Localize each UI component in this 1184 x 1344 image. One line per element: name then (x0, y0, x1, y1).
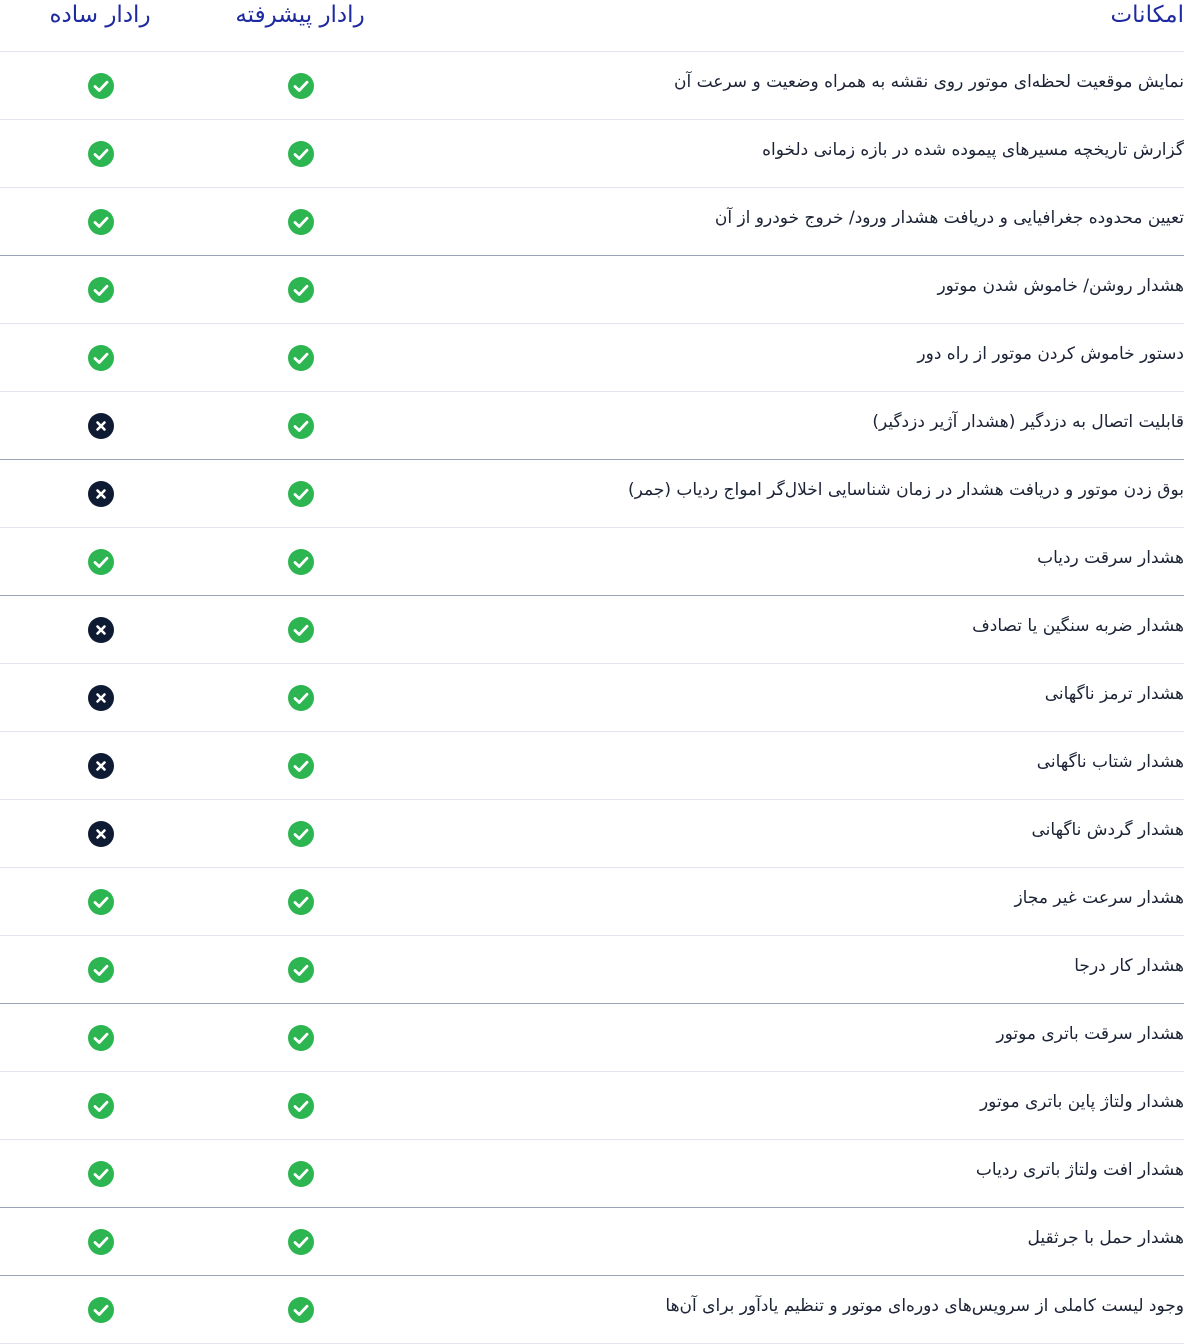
simple-radar-cell (87, 684, 115, 712)
feature-label: هشدار شتاب ناگهانی (1036, 752, 1184, 772)
check-icon (287, 1024, 315, 1052)
feature-label: هشدار حمل با جرثقیل (1027, 1228, 1184, 1248)
feature-label: هشدار سرقت باتری موتور (996, 1024, 1184, 1044)
table-body (0, 52, 1184, 1344)
feature-label: هشدار گردش ناگهانی (1031, 820, 1184, 840)
table-row (0, 324, 1184, 392)
advanced-radar-cell (287, 956, 315, 984)
table-header (0, 0, 1184, 52)
table-row (0, 1004, 1184, 1072)
feature-label: هشدار افت ولتاژ باتری ردیاب (975, 1160, 1184, 1180)
table-row (0, 868, 1184, 936)
simple-radar-cell (87, 208, 115, 236)
table-row (0, 1072, 1184, 1140)
advanced-radar-cell (287, 208, 315, 236)
check-icon (287, 72, 315, 100)
table-row (0, 392, 1184, 460)
table-row (0, 1276, 1184, 1344)
feature-label: بوق زدن موتور و دریافت هشدار در زمان شناسایی اخلال‌گر امواج ردیاب (جمر) (628, 480, 1184, 500)
feature-label: گزارش تاریخچه مسیرهای پیموده شده در بازه زمانی دلخواه (762, 140, 1184, 160)
table-row (0, 188, 1184, 256)
table-row (0, 1208, 1184, 1276)
check-icon (87, 548, 115, 576)
table-row (0, 528, 1184, 596)
simple-radar-cell (87, 888, 115, 916)
advanced-radar-cell (287, 1092, 315, 1120)
cross-icon (87, 616, 115, 644)
simple-radar-cell (87, 276, 115, 304)
advanced-radar-cell (287, 1228, 315, 1256)
check-icon (287, 480, 315, 508)
table-row (0, 664, 1184, 732)
table-row (0, 1140, 1184, 1208)
check-icon (287, 684, 315, 712)
check-icon (287, 1228, 315, 1256)
simple-radar-cell (87, 344, 115, 372)
simple-radar-cell (87, 616, 115, 644)
advanced-radar-cell (287, 276, 315, 304)
table-row (0, 596, 1184, 664)
simple-radar-cell (87, 480, 115, 508)
check-icon (87, 1160, 115, 1188)
advanced-radar-cell (287, 888, 315, 916)
table-row (0, 52, 1184, 120)
simple-radar-cell (87, 752, 115, 780)
feature-label: هشدار ولتاژ پاین باتری موتور (979, 1092, 1184, 1112)
advanced-radar-cell (287, 344, 315, 372)
simple-radar-cell (87, 72, 115, 100)
check-icon (87, 276, 115, 304)
feature-label: وجود لیست کاملی از سرویس‌های دوره‌ای موتور و تنظیم یادآور برای آن‌ها (665, 1296, 1184, 1316)
check-icon (287, 956, 315, 984)
check-icon (87, 1296, 115, 1324)
advanced-radar-cell (287, 1296, 315, 1324)
check-icon (87, 72, 115, 100)
check-icon (87, 1228, 115, 1256)
check-icon (87, 208, 115, 236)
check-icon (287, 344, 315, 372)
simple-radar-cell (87, 1160, 115, 1188)
check-icon (287, 1296, 315, 1324)
check-icon (287, 276, 315, 304)
check-icon (87, 888, 115, 916)
simple-radar-cell (87, 1296, 115, 1324)
cross-icon (87, 412, 115, 440)
check-icon (287, 208, 315, 236)
header-features: امکانات (1110, 2, 1184, 28)
feature-label: نمایش موقعیت لحظه‌ای موتور روی نقشه به همراه وضعیت و سرعت آن (673, 72, 1184, 92)
feature-label: هشدار ضربه سنگین یا تصادف (972, 616, 1184, 636)
header-simple-radar: رادار ساده (49, 2, 151, 28)
table-row (0, 120, 1184, 188)
simple-radar-cell (87, 956, 115, 984)
feature-label: هشدار روشن/ خاموش شدن موتور (937, 276, 1184, 296)
check-icon (287, 548, 315, 576)
feature-label: هشدار کار درجا (1074, 956, 1184, 976)
advanced-radar-cell (287, 412, 315, 440)
table-row (0, 732, 1184, 800)
advanced-radar-cell (287, 1024, 315, 1052)
simple-radar-cell (87, 412, 115, 440)
feature-label: هشدار سرقت ردیاب (1037, 548, 1184, 568)
table-row (0, 800, 1184, 868)
cross-icon (87, 752, 115, 780)
advanced-radar-cell (287, 820, 315, 848)
check-icon (287, 140, 315, 168)
check-icon (87, 344, 115, 372)
advanced-radar-cell (287, 140, 315, 168)
advanced-radar-cell (287, 548, 315, 576)
check-icon (87, 1024, 115, 1052)
check-icon (87, 956, 115, 984)
check-icon (287, 1092, 315, 1120)
advanced-radar-cell (287, 752, 315, 780)
simple-radar-cell (87, 548, 115, 576)
simple-radar-cell (87, 820, 115, 848)
check-icon (287, 752, 315, 780)
advanced-radar-cell (287, 616, 315, 644)
check-icon (287, 820, 315, 848)
feature-label: قابلیت اتصال به دزدگیر (هشدار آژیر دزدگیر) (872, 412, 1184, 432)
cross-icon (87, 684, 115, 712)
table-row (0, 936, 1184, 1004)
simple-radar-cell (87, 1024, 115, 1052)
table-row (0, 256, 1184, 324)
simple-radar-cell (87, 1092, 115, 1120)
advanced-radar-cell (287, 1160, 315, 1188)
check-icon (87, 140, 115, 168)
header-advanced-radar: رادار پیشرفته (235, 2, 365, 28)
simple-radar-cell (87, 1228, 115, 1256)
cross-icon (87, 820, 115, 848)
feature-label: هشدار ترمز ناگهانی (1044, 684, 1184, 704)
check-icon (287, 888, 315, 916)
advanced-radar-cell (287, 72, 315, 100)
advanced-radar-cell (287, 684, 315, 712)
check-icon (287, 412, 315, 440)
feature-label: دستور خاموش کردن موتور از راه دور (917, 344, 1184, 364)
table-row (0, 460, 1184, 528)
simple-radar-cell (87, 140, 115, 168)
advanced-radar-cell (287, 480, 315, 508)
cross-icon (87, 480, 115, 508)
check-icon (287, 1160, 315, 1188)
check-icon (287, 616, 315, 644)
feature-label: هشدار سرعت غیر مجاز (1014, 888, 1184, 908)
check-icon (87, 1092, 115, 1120)
feature-label: تعیین محدوده جغرافیایی و دریافت هشدار ورود/ خروج خودرو از آن (714, 208, 1184, 228)
